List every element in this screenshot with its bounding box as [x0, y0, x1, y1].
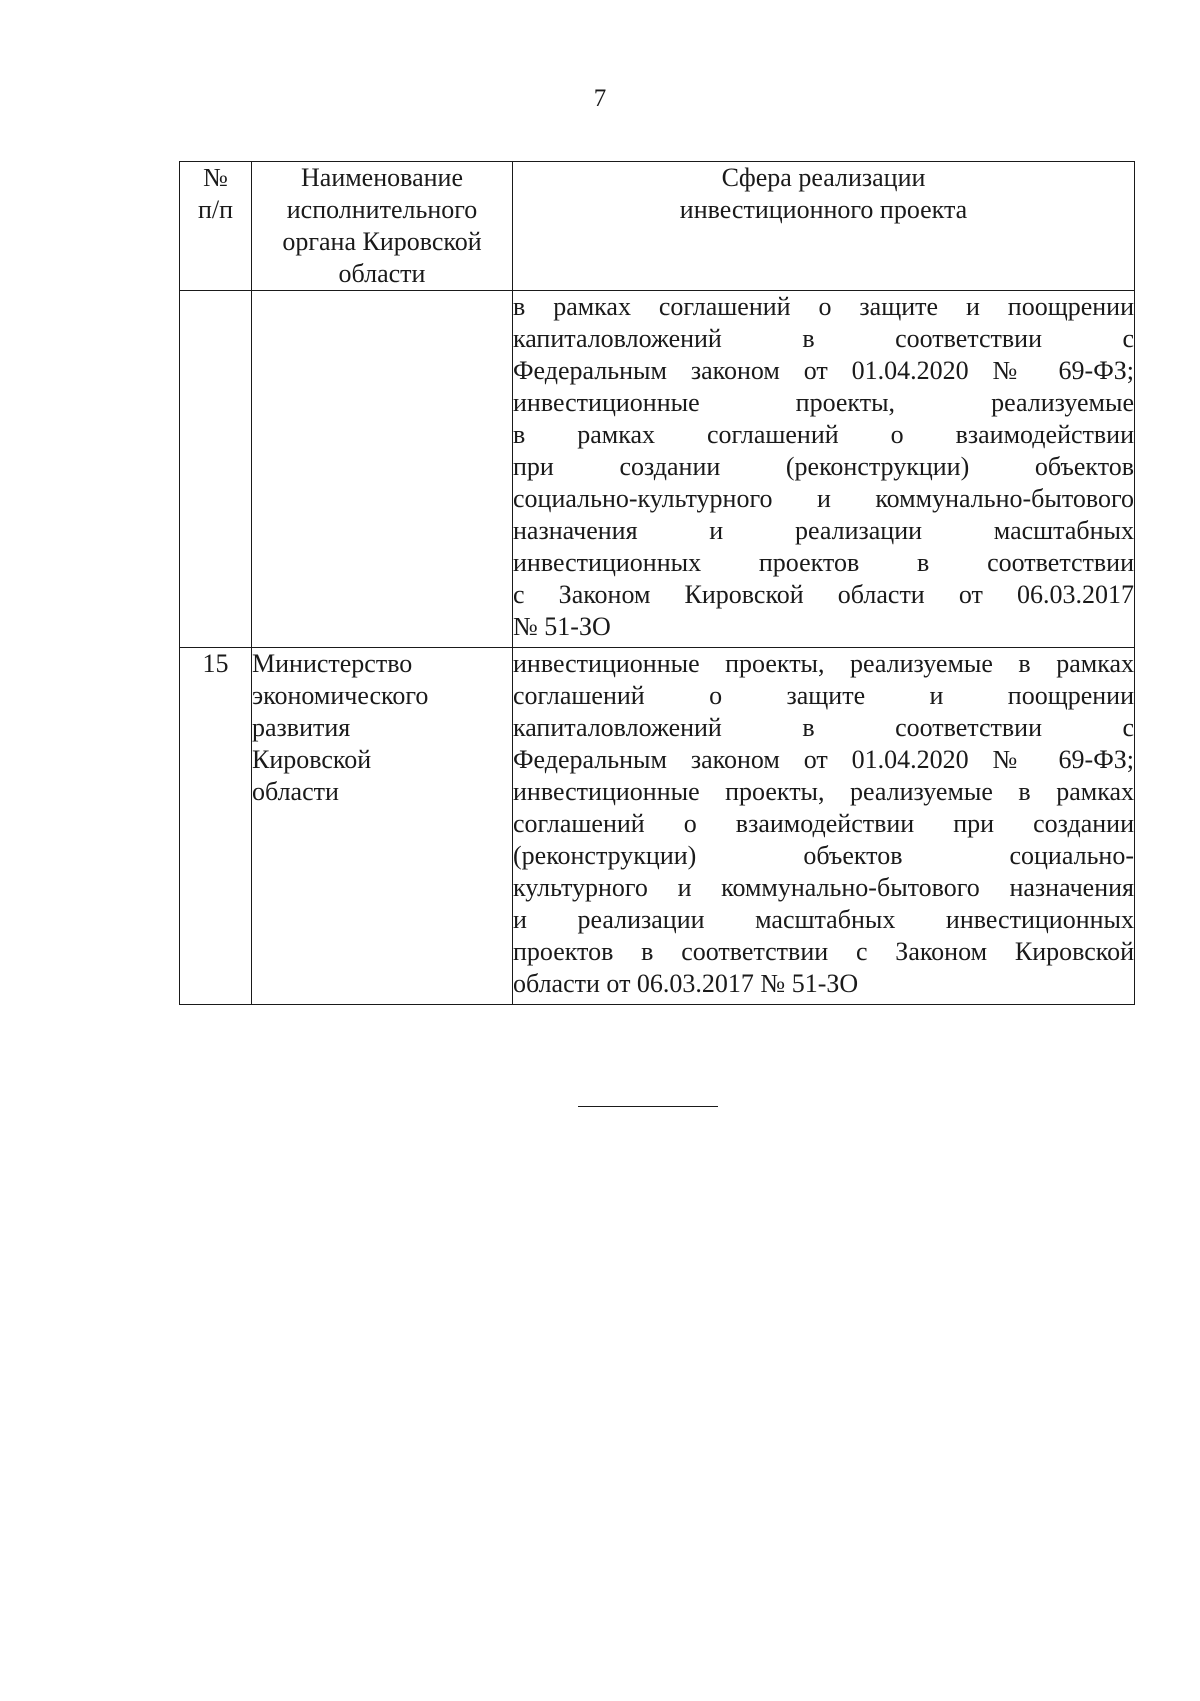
area-text-line: Федеральным законом от 01.04.2020 № 69-ФЗ;	[513, 745, 1134, 774]
organ-text-line: Кировской	[252, 745, 372, 774]
area-text-line: назначения и реализации масштабных	[513, 516, 1134, 545]
header-text: исполнительного	[286, 195, 478, 224]
row-organ-cell	[252, 291, 513, 648]
header-text: Наименование	[301, 163, 463, 192]
table-row	[180, 291, 1135, 648]
area-text-line: капиталовложений в соответствии с	[513, 324, 1134, 353]
header-text: органа Кировской	[282, 227, 482, 256]
area-text-line: инвестиционные проекты, реализуемые в рамках	[513, 777, 1134, 806]
area-text-line: соглашений о защите и поощрении	[513, 681, 1134, 710]
area-text-line: инвестиционные проекты, реализуемые в рамках	[513, 649, 1134, 678]
header-area-column	[513, 162, 1135, 291]
area-text-line: и реализации масштабных инвестиционных	[513, 905, 1134, 934]
page-number: 7	[593, 85, 607, 112]
area-text-line: в рамках соглашений о взаимодействии	[513, 420, 1134, 449]
area-text-line: области от 06.03.2017 № 51-ЗО	[513, 969, 859, 998]
row-number-cell	[180, 291, 252, 648]
area-text-line: Федеральным законом от 01.04.2020 № 69-ФЗ;	[513, 356, 1134, 385]
area-text-line: культурного и коммунально-бытового назначения	[513, 873, 1134, 902]
row-organ-cell	[252, 648, 513, 1005]
area-text-line: (реконструкции) объектов социально-	[513, 841, 1134, 870]
table-row	[180, 648, 1135, 1005]
area-text-line: капиталовложений в соответствии с	[513, 713, 1134, 742]
table-header-row	[180, 162, 1135, 291]
area-text-line: инвестиционные проекты, реализуемые	[513, 388, 1134, 417]
area-text-line: с Законом Кировской области от 06.03.2017	[513, 580, 1134, 609]
header-text: Сфера реализации	[721, 163, 926, 192]
area-text-line: проектов в соответствии с Законом Кировской	[513, 937, 1134, 966]
header-organ-column	[252, 162, 513, 291]
header-number-column	[180, 162, 252, 291]
investment-areas-table	[179, 161, 1135, 1005]
end-of-document-rule	[578, 1106, 718, 1107]
header-text: п/п	[197, 195, 234, 224]
organ-text-line: экономического	[252, 681, 429, 710]
row-area-cell	[513, 648, 1135, 1005]
area-text-line: социально-культурного и коммунально-бытового	[513, 484, 1134, 513]
area-text-line: инвестиционных проектов в соответствии	[513, 548, 1134, 577]
area-text-line: при создании (реконструкции) объектов	[513, 452, 1134, 481]
area-text-line: соглашений о взаимодействии при создании	[513, 809, 1134, 838]
header-text: инвестиционного проекта	[679, 195, 968, 224]
header-text: области	[338, 259, 426, 288]
row-area-cell	[513, 291, 1135, 648]
area-text-line: № 51-ЗО	[513, 612, 611, 641]
organ-text-line: Министерство	[252, 649, 413, 678]
area-text-line: в рамках соглашений о защите и поощрении	[513, 292, 1134, 321]
organ-text-line: развития	[252, 713, 351, 742]
organ-text-line: области	[252, 777, 339, 806]
header-text: №	[203, 163, 228, 192]
row-number-cell: 15	[180, 648, 252, 1005]
